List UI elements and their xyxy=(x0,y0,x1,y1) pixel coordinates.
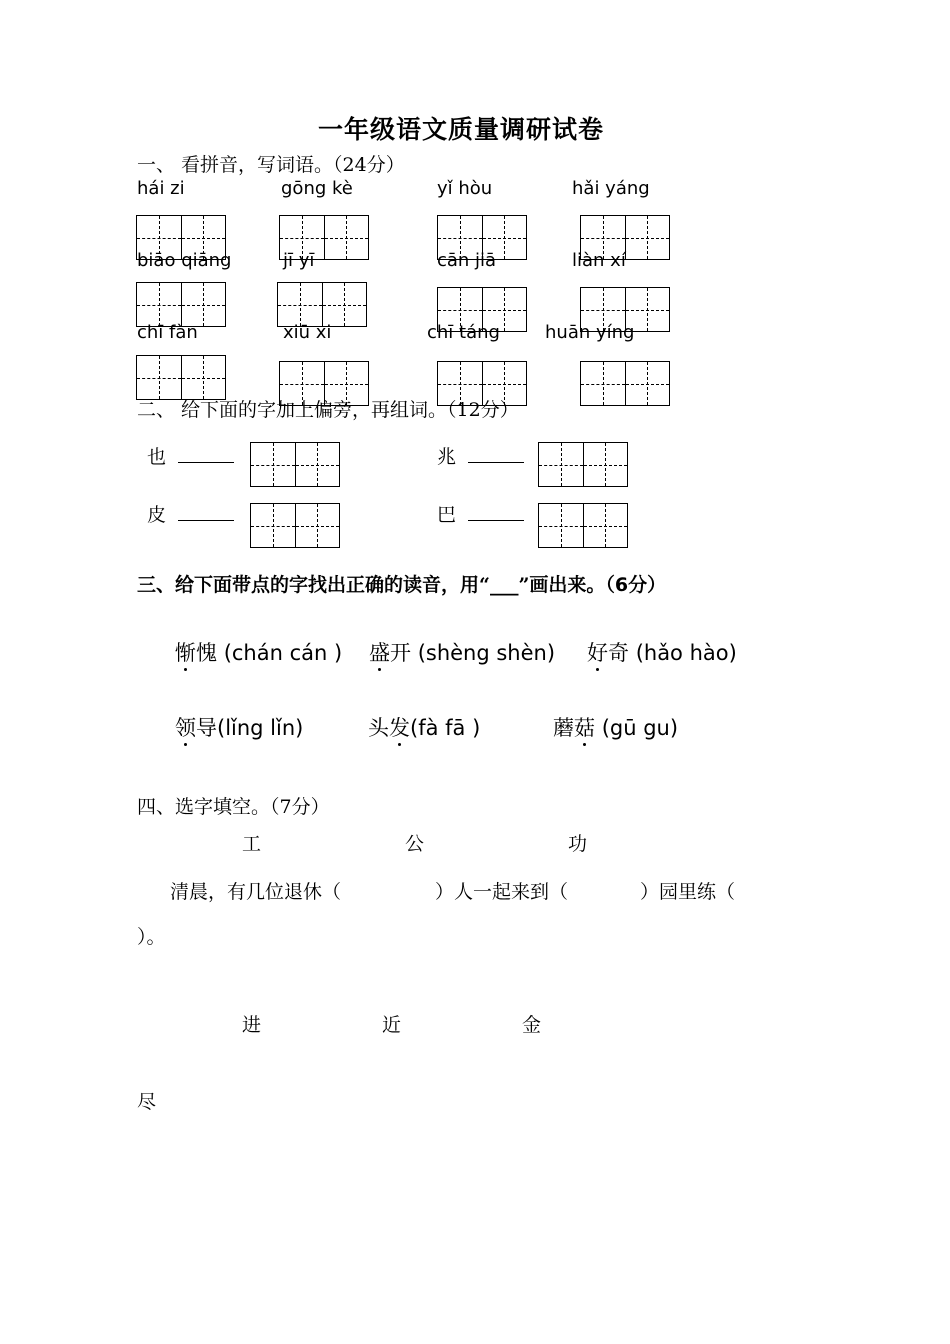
answer-blank[interactable] xyxy=(178,502,234,521)
fill-sentence: 清晨，有几位退休（ ）人一起来到（ ）园里练（ xyxy=(170,881,736,903)
writing-grid[interactable] xyxy=(437,215,527,260)
answer-blank[interactable] xyxy=(468,502,524,521)
pinyin-options[interactable]: (hǎo hào) xyxy=(635,641,737,665)
pinyin-label: cān jiā xyxy=(437,250,497,271)
pinyin-label: hái zi xyxy=(137,178,185,199)
section2-heading: 二、 给下面的字加上偏旁，再组词。（12分） xyxy=(137,399,519,421)
radical-item xyxy=(437,500,524,527)
writing-grid[interactable] xyxy=(250,503,340,548)
section4-heading: 四、选字填空。（7分） xyxy=(137,796,330,818)
pinyin-options[interactable]: (fà fā ) xyxy=(410,716,481,740)
reading-item[interactable]: 好奇 (hǎo hào) xyxy=(587,641,737,665)
pinyin-label: hǎi yáng xyxy=(572,178,650,199)
pinyin-label: yǐ hòu xyxy=(437,178,493,199)
radical-item xyxy=(147,442,234,469)
writing-grid[interactable] xyxy=(580,215,670,260)
writing-grid[interactable] xyxy=(538,503,628,548)
choice-char[interactable]: 尽 xyxy=(137,1091,157,1113)
writing-grid[interactable] xyxy=(437,287,527,332)
pinyin-options[interactable]: (gū gu) xyxy=(601,716,679,740)
writing-grid[interactable] xyxy=(136,282,226,327)
writing-grid[interactable] xyxy=(136,215,226,260)
pinyin-label: chī táng xyxy=(427,322,500,343)
pinyin-label: chī fàn xyxy=(137,322,198,343)
pinyin-options[interactable]: (lǐng lǐn) xyxy=(217,716,304,740)
radical-item xyxy=(437,442,524,469)
reading-item[interactable]: 头发(fà fā ) xyxy=(368,716,481,740)
choice-char[interactable]: 公 xyxy=(405,833,425,855)
choice-char[interactable]: 进 xyxy=(242,1014,262,1036)
dotted-char: 发 xyxy=(389,716,410,740)
choice-char[interactable]: 近 xyxy=(382,1014,402,1036)
writing-grid[interactable] xyxy=(580,361,670,406)
pinyin-options[interactable]: (shèng shèn) xyxy=(417,641,556,665)
dotted-char: 惭 xyxy=(175,641,196,665)
writing-grid[interactable] xyxy=(538,442,628,487)
radical-item xyxy=(147,500,234,527)
pinyin-label: gōng kè xyxy=(281,178,353,199)
writing-grid[interactable] xyxy=(136,355,226,400)
reading-item[interactable]: 领导(lǐng lǐn) xyxy=(175,716,304,740)
reading-item[interactable]: 惭愧 (chán cán ) xyxy=(175,641,343,665)
choice-char[interactable]: 工 xyxy=(242,833,262,855)
section1-heading: 一、 看拼音，写词语。（24分） xyxy=(137,154,405,176)
pinyin-label: huān yíng xyxy=(545,322,635,343)
answer-blank[interactable] xyxy=(178,444,234,463)
base-char: 巴 xyxy=(437,504,457,526)
reading-item[interactable]: 蘑菇 (gū gu) xyxy=(553,716,679,740)
base-char: 兆 xyxy=(437,446,457,468)
answer-blank[interactable] xyxy=(468,444,524,463)
fill-sentence-end: ）。 xyxy=(137,926,166,948)
dotted-char: 好 xyxy=(587,641,608,665)
reading-item[interactable]: 盛开 (shèng shèn) xyxy=(369,641,556,665)
pinyin-label: biāo qiāng xyxy=(137,250,232,271)
pinyin-label: xiū xi xyxy=(283,322,332,343)
page-title: 一年级语文质量调研试卷 xyxy=(318,115,605,144)
writing-grid[interactable] xyxy=(277,282,367,327)
base-char: 皮 xyxy=(147,504,167,526)
writing-grid[interactable] xyxy=(279,215,369,260)
pinyin-label: liàn xí xyxy=(572,250,626,271)
writing-grid[interactable] xyxy=(250,442,340,487)
section3-heading: 三、给下面带点的字找出正确的读音，用“___”画出来。（6分） xyxy=(137,574,667,596)
pinyin-options[interactable]: (chán cán ) xyxy=(223,641,343,665)
writing-grid[interactable] xyxy=(580,287,670,332)
base-char: 也 xyxy=(147,446,167,468)
pinyin-label: jī yī xyxy=(283,250,315,271)
dotted-char: 盛 xyxy=(369,641,390,665)
dotted-char: 菇 xyxy=(574,716,595,740)
choice-char[interactable]: 金 xyxy=(522,1014,542,1036)
dotted-char: 领 xyxy=(175,716,196,740)
choice-char[interactable]: 功 xyxy=(568,833,588,855)
